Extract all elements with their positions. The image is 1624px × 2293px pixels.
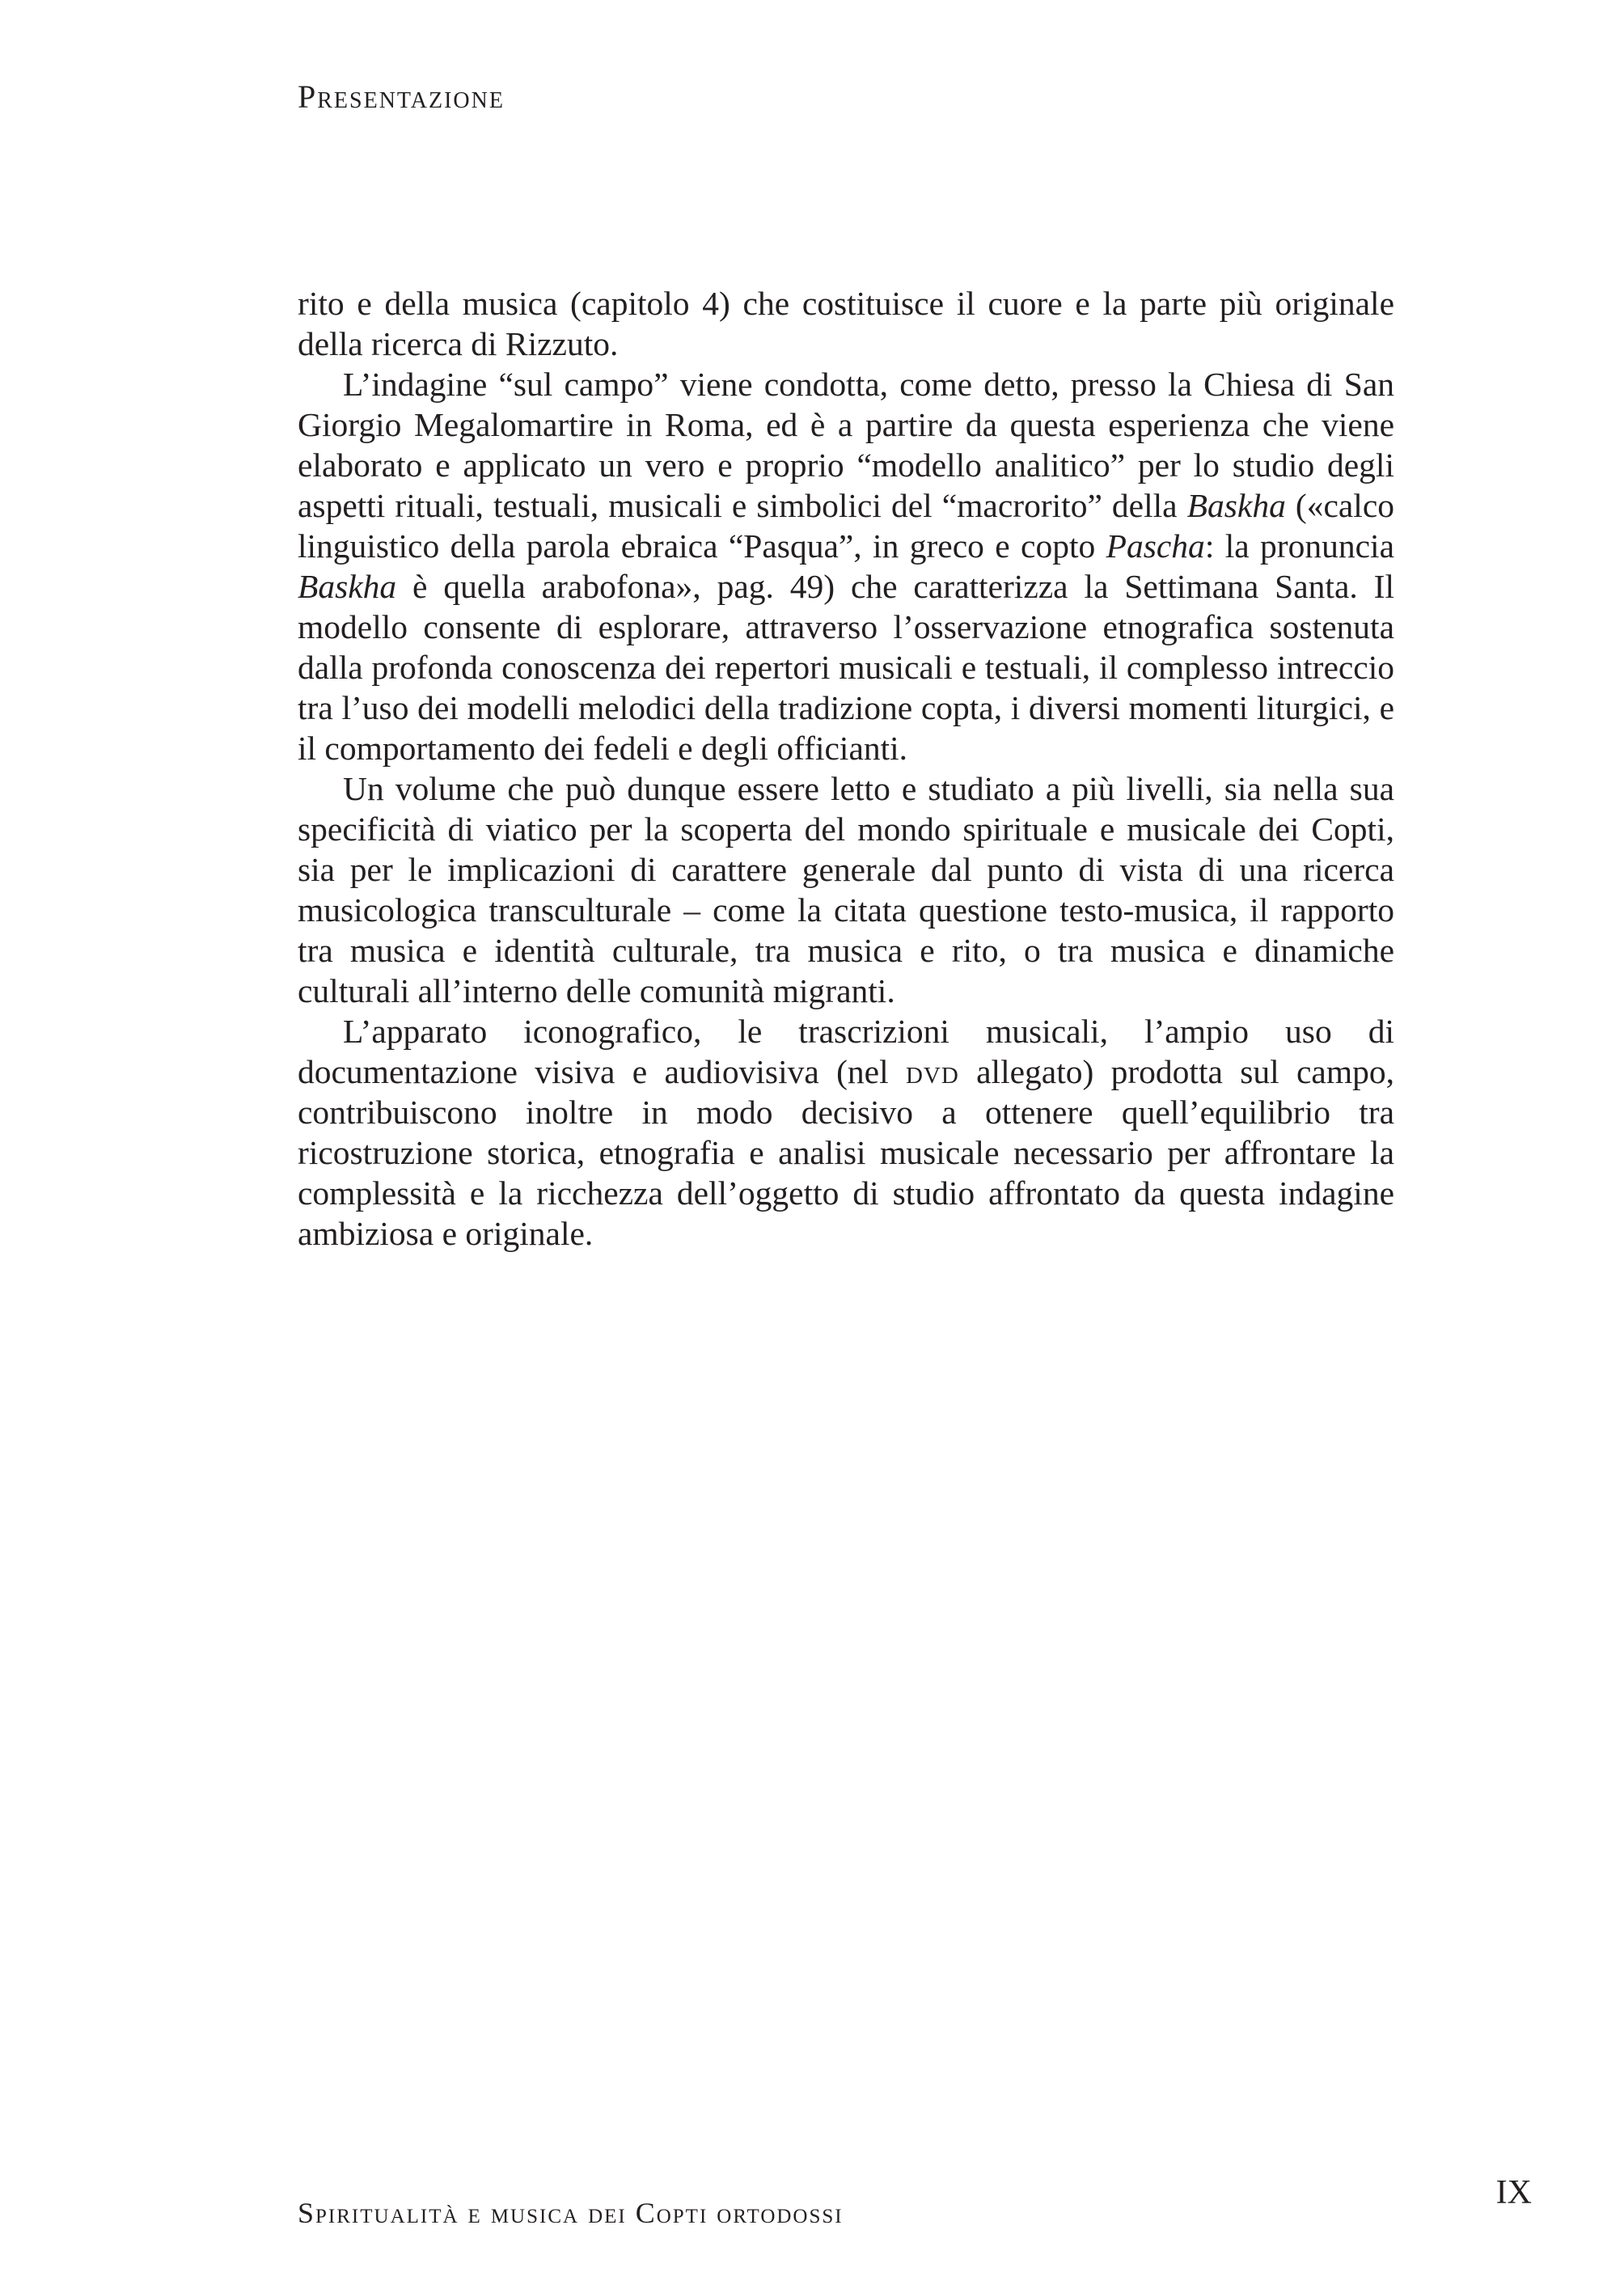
paragraph xyxy=(298,283,1394,364)
text-segment: è quella arabofona», pag. 49) che caratterizza la Settimana Santa. Il modello consente di esplorare, attraverso l’osservazione etnografica sostenuta dalla profonda conoscenza dei repertori musicali e testuali, il complesso intreccio tra l’uso dei modelli melodici della tradizione copta, i diversi momenti liturgici, e il comportamento dei fedeli e degli officianti. xyxy=(298,568,1394,767)
text-segment: rito e della musica (capitolo 4) che costituisce il cuore e la parte più originale della ricerca di Rizzuto. xyxy=(298,285,1394,362)
italic-term: Baskha xyxy=(1186,487,1286,524)
running-foot: Spiritualità e musica dei Copti ortodossi xyxy=(298,2197,844,2229)
page-number: IX xyxy=(1495,2174,1532,2211)
paragraph xyxy=(298,768,1394,1011)
smallcaps-term: dvd xyxy=(905,1053,959,1090)
text-segment: Un volume che può dunque essere letto e studiato a più livelli, sia nella sua specificità di viatico per la scoperta del mondo spirituale e musicale dei Copti, sia per le implicazioni di carattere generale dal punto di vista di una ricerca musicologica transculturale – come la citata questione testo-musica, il rapporto tra musica e identità culturale, tra musica e rito, o tra musica e dinamiche culturali all’interno delle comunità migranti. xyxy=(298,770,1394,1009)
italic-term: Baskha xyxy=(298,568,397,605)
text-segment: («calco linguistico della parola ebraica “Pasqua”, in greco e copto xyxy=(298,487,1395,565)
text-segment: allegato) prodotta sul campo, contribuiscono inoltre in modo decisivo a ottenere quell’equilibrio tra ricostruzione storica, etnografia e analisi musicale necessario per affrontare la complessità e la ricchezza dell’oggetto di studio affrontato da questa indagine ambiziosa e originale. xyxy=(298,1053,1394,1252)
text-segment: : la pronuncia xyxy=(1204,527,1394,565)
text-segment: L’apparato iconografico, le trascrizioni musicali, l’ampio uso di documentazione visiva e audiovisiva (nel xyxy=(298,1013,1394,1090)
italic-term: Pascha xyxy=(1106,527,1205,565)
paragraph xyxy=(298,364,1394,768)
text-segment: L’indagine “sul campo” viene condotta, come detto, presso la Chiesa di San Giorgio Megalomartire in Roma, ed è a partire da questa esperienza che viene elaborato e applicato un vero e proprio “modello analitico” per lo studio degli aspetti rituali, testuali, musicali e simbolici del “macrorito” della xyxy=(298,366,1394,524)
paragraph xyxy=(298,1011,1394,1254)
running-head: Presentazione xyxy=(298,78,505,115)
body-text xyxy=(298,283,1394,1254)
